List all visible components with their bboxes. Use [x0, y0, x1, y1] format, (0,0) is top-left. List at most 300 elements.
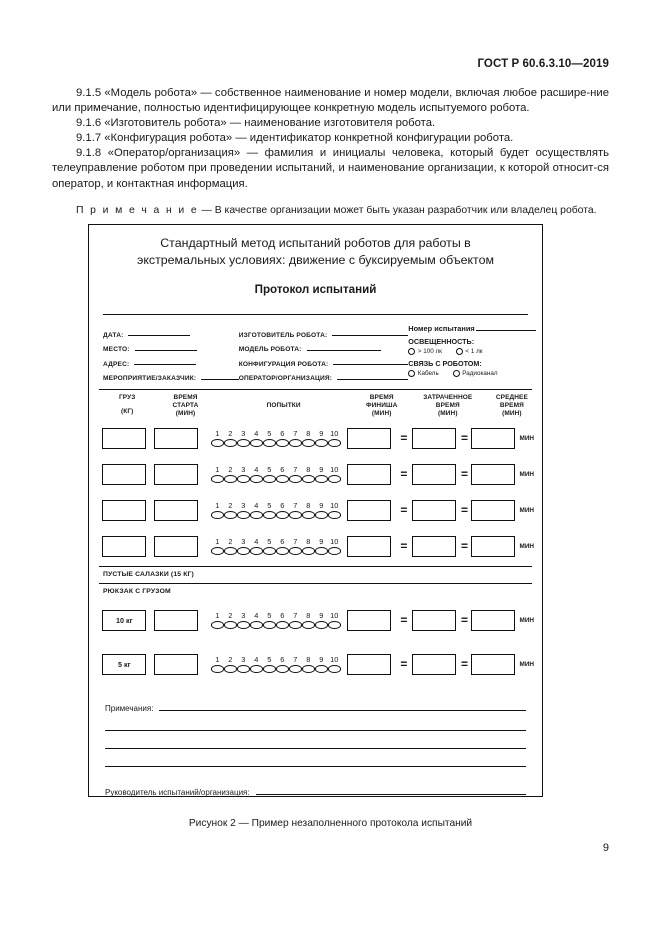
try-circle-wrap: [224, 438, 237, 447]
spent-time-input-box[interactable]: [412, 464, 456, 485]
try-circle-wrap: [224, 664, 237, 673]
info-column-left: [89, 324, 239, 382]
try-number-label: 4: [254, 611, 259, 621]
try-circle-icon[interactable]: [328, 511, 341, 519]
illumination-option-high[interactable]: [408, 348, 442, 355]
try-circle-wrap: [302, 546, 315, 555]
results-table-header: [89, 390, 542, 420]
cell-spent-time: [410, 536, 458, 557]
try-circle-wrap: [289, 510, 302, 519]
try-circle-wrap: [211, 664, 224, 673]
try-circle-icon[interactable]: [263, 665, 276, 673]
field-robot-configuration-input[interactable]: [333, 363, 408, 365]
try-checkboxes: [211, 438, 341, 447]
try-circle-icon[interactable]: [302, 475, 315, 483]
try-circle-icon[interactable]: [328, 439, 341, 447]
try-checkboxes: [211, 620, 341, 629]
start-time-input-box[interactable]: [154, 500, 198, 521]
try-number-label: 4: [254, 501, 259, 511]
try-circle-icon[interactable]: [276, 547, 289, 555]
section-label-empty-sleds: ПУСТЫЕ САЛАЗКИ (15 КГ): [103, 571, 194, 578]
comms-option-radio[interactable]: [453, 370, 498, 377]
try-number-label: 6: [280, 655, 285, 665]
finish-time-input-box[interactable]: [347, 428, 391, 449]
form-subtitle: Протокол испытаний: [254, 283, 377, 296]
cell-start-time: [148, 464, 205, 485]
section-label-backpack: РЮКЗАК С ГРУЗОМ: [103, 588, 171, 595]
cell-average-time: [471, 654, 515, 675]
radio-icon[interactable]: [453, 370, 460, 377]
column-header-spent-line3: (МИН): [437, 410, 458, 417]
start-time-input-box[interactable]: [154, 464, 198, 485]
try-circle-icon[interactable]: [263, 439, 276, 447]
spent-time-input-box[interactable]: [412, 500, 456, 521]
field-date-input[interactable]: [128, 334, 190, 336]
try-circle-icon[interactable]: [328, 475, 341, 483]
equals-sign: =: [400, 467, 408, 481]
try-numbers: [211, 537, 341, 546]
load-input-box[interactable]: [102, 464, 146, 485]
try-number-label: 5: [267, 429, 272, 439]
column-header-tries: ПОПЫТКИ: [266, 402, 301, 409]
try-number-label: 9: [319, 429, 324, 439]
try-circle-icon[interactable]: [250, 511, 263, 519]
clause-9-1-7: 9.1.7 «Конфигурация робота» — идентификатор конкретной конфигурации робота.: [76, 132, 514, 145]
equals-sign: =: [400, 539, 408, 553]
try-circle-icon[interactable]: [302, 547, 315, 555]
spent-time-input-box[interactable]: [412, 654, 456, 675]
field-signature-input[interactable]: [256, 793, 526, 795]
try-circle-wrap: [211, 510, 224, 519]
try-circle-icon[interactable]: [237, 547, 250, 555]
load-input-box[interactable]: 5 кг: [102, 654, 146, 675]
try-circle-wrap: [237, 546, 250, 555]
unit-label: МИН: [519, 506, 535, 514]
try-circle-wrap: [289, 474, 302, 483]
average-time-input-box[interactable]: [471, 500, 515, 521]
try-number-label: 5: [267, 655, 272, 665]
try-circle-icon[interactable]: [328, 621, 341, 629]
clause-9-1-8: 9.1.8 «Оператор/организация» — фамилия и инициалы человека, который будет осуществлять телеуправление роботом при проведении испытаний, и наименование организации, к которой относит-ся оператор, и контактная информация.: [52, 147, 609, 190]
try-circle-icon[interactable]: [224, 547, 237, 555]
finish-time-input-box[interactable]: [347, 654, 391, 675]
try-circle-icon[interactable]: [237, 665, 250, 673]
field-place-input[interactable]: [135, 349, 197, 351]
unit-label: МИН: [519, 470, 535, 478]
start-time-input-box[interactable]: [154, 536, 198, 557]
illumination-options: [408, 346, 536, 356]
try-circle-icon[interactable]: [289, 547, 302, 555]
try-number-label: 8: [306, 501, 311, 511]
comms-option-cable[interactable]: [408, 370, 438, 377]
cell-tries: [205, 501, 341, 519]
cell-load: [101, 464, 148, 485]
try-circle-icon[interactable]: [263, 475, 276, 483]
results-rows-bottom: [89, 598, 542, 686]
radio-icon[interactable]: [408, 348, 415, 355]
cell-finish-time: [341, 428, 398, 449]
load-input-box[interactable]: [102, 536, 146, 557]
illumination-option-low[interactable]: [456, 348, 483, 355]
try-circle-icon[interactable]: [276, 621, 289, 629]
try-number-label: 10: [330, 501, 339, 511]
field-notes[interactable]: [105, 696, 526, 713]
info-column-middle: [239, 324, 409, 382]
try-number-label: 4: [254, 465, 259, 475]
field-robot-manufacturer-input[interactable]: [332, 334, 408, 336]
average-time-input-box[interactable]: [471, 654, 515, 675]
column-header-finish-line3: (МИН): [371, 410, 392, 417]
try-circle-icon[interactable]: [250, 547, 263, 555]
field-robot-model-input[interactable]: [307, 349, 381, 351]
sleds-divider-top: [99, 566, 532, 567]
load-input-box[interactable]: [102, 428, 146, 449]
try-circle-icon[interactable]: [250, 475, 263, 483]
field-test-number[interactable]: [408, 324, 536, 333]
field-place[interactable]: [103, 339, 239, 354]
try-circle-wrap: [211, 438, 224, 447]
try-number-label: 4: [254, 429, 259, 439]
try-circle-wrap: [328, 620, 341, 629]
try-number-label: 3: [241, 537, 246, 547]
try-number-label: 3: [241, 429, 246, 439]
try-circle-icon[interactable]: [224, 621, 237, 629]
try-numbers: [211, 429, 341, 438]
try-circle-wrap: [211, 620, 224, 629]
cell-load: [101, 654, 148, 675]
cell-spent-time: [410, 610, 458, 631]
field-test-number-input[interactable]: [476, 329, 536, 331]
try-circle-wrap: [250, 510, 263, 519]
cell-load: [101, 428, 148, 449]
try-circle-icon[interactable]: [276, 511, 289, 519]
try-number-label: 5: [267, 501, 272, 511]
column-header-finish-line1: ВРЕМЯ: [369, 394, 394, 401]
average-time-input-box[interactable]: [471, 536, 515, 557]
note-text: — В качестве организации может быть указан разработчик или владелец робота.: [198, 204, 597, 216]
try-number-label: 1: [215, 655, 220, 665]
finish-time-input-box[interactable]: [347, 500, 391, 521]
try-circle-icon[interactable]: [302, 621, 315, 629]
try-number-label: 1: [215, 429, 220, 439]
equals-sign: =: [460, 467, 468, 481]
cell-start-time: [148, 500, 205, 521]
try-circle-icon[interactable]: [302, 511, 315, 519]
try-circle-wrap: [276, 510, 289, 519]
column-header-avg-line2: ВРЕМЯ: [499, 402, 524, 409]
try-circle-icon[interactable]: [237, 475, 250, 483]
try-number-label: 8: [306, 537, 311, 547]
try-circle-wrap: [263, 474, 276, 483]
comms-options: [408, 368, 536, 378]
try-number-label: 2: [228, 611, 233, 621]
try-circle-icon[interactable]: [250, 439, 263, 447]
table-row: [89, 492, 542, 528]
try-circle-icon[interactable]: [276, 475, 289, 483]
try-number-label: 5: [267, 537, 272, 547]
field-event-customer-input[interactable]: [201, 378, 238, 380]
column-header-load-line1: ГРУЗ: [119, 394, 136, 401]
try-circle-icon[interactable]: [224, 511, 237, 519]
try-circle-icon[interactable]: [315, 439, 328, 447]
field-notes-input[interactable]: [159, 709, 526, 711]
try-circle-icon[interactable]: [263, 547, 276, 555]
field-robot-model[interactable]: [239, 339, 409, 354]
cell-average-time: [471, 464, 515, 485]
field-robot-manufacturer-label: ИЗГОТОВИТЕЛЬ РОБОТА:: [238, 331, 328, 339]
field-signature-label: Руководитель испытаний/организация:: [105, 788, 250, 797]
field-robot-configuration[interactable]: [239, 353, 409, 368]
cell-tries: [205, 655, 341, 673]
try-circle-wrap: [211, 474, 224, 483]
try-circle-wrap: [276, 438, 289, 447]
field-operator-organization-input[interactable]: [337, 378, 408, 380]
try-number-label: 9: [319, 465, 324, 475]
try-number-label: 7: [293, 465, 298, 475]
try-circle-wrap: [315, 474, 328, 483]
try-numbers: [211, 465, 341, 474]
try-circle-icon[interactable]: [276, 439, 289, 447]
try-number-label: 9: [319, 611, 324, 621]
field-date[interactable]: [103, 324, 239, 339]
cell-spent-time: [410, 500, 458, 521]
try-circle-wrap: [250, 664, 263, 673]
field-signature[interactable]: [105, 767, 526, 797]
try-number-label: 1: [215, 537, 220, 547]
try-numbers: [211, 611, 341, 620]
notes-blank-line[interactable]: [105, 749, 526, 767]
cell-start-time: [148, 654, 205, 675]
try-circle-wrap: [237, 664, 250, 673]
column-header-load-line2: (КГ): [121, 408, 134, 415]
cell-spent-time: [410, 464, 458, 485]
notes-blank-line[interactable]: [105, 713, 526, 731]
try-number-label: 1: [215, 611, 220, 621]
column-header-spent-line2: ВРЕМЯ: [435, 402, 460, 409]
try-number-label: 8: [306, 465, 311, 475]
try-circle-icon[interactable]: [250, 665, 263, 673]
field-address-input[interactable]: [134, 363, 196, 365]
try-circle-icon[interactable]: [211, 439, 224, 447]
try-circle-icon[interactable]: [237, 511, 250, 519]
start-time-input-box[interactable]: [154, 654, 198, 675]
try-circle-icon[interactable]: [263, 511, 276, 519]
try-circle-icon[interactable]: [315, 547, 328, 555]
try-number-label: 5: [267, 611, 272, 621]
try-circle-icon[interactable]: [289, 475, 302, 483]
try-circle-wrap: [224, 510, 237, 519]
try-circle-wrap: [250, 546, 263, 555]
try-circle-wrap: [237, 510, 250, 519]
column-header-start-time: [153, 394, 217, 418]
comms-option-radio-label: Радиоканал: [462, 370, 498, 377]
try-circle-icon[interactable]: [302, 439, 315, 447]
cell-finish-time: [341, 500, 398, 521]
try-number-label: 3: [241, 655, 246, 665]
cell-average-time: [471, 536, 515, 557]
cell-average-time: [471, 610, 515, 631]
try-number-label: 6: [280, 465, 285, 475]
try-circle-wrap: [250, 620, 263, 629]
try-circle-icon[interactable]: [211, 621, 224, 629]
cell-tries: [205, 465, 341, 483]
try-circle-wrap: [276, 620, 289, 629]
cell-average-time: [471, 428, 515, 449]
try-number-label: 4: [254, 537, 259, 547]
try-number-label: 8: [306, 655, 311, 665]
try-circle-wrap: [276, 664, 289, 673]
try-circle-wrap: [250, 474, 263, 483]
cell-finish-time: [341, 464, 398, 485]
try-circle-wrap: [211, 546, 224, 555]
try-checkboxes: [211, 474, 341, 483]
try-circle-icon[interactable]: [211, 665, 224, 673]
try-circle-wrap: [302, 438, 315, 447]
column-header-spent-line1: ЗАТРАЧЕННОЕ: [423, 394, 473, 401]
try-circle-icon[interactable]: [315, 511, 328, 519]
try-number-label: 7: [293, 611, 298, 621]
field-robot-model-label: МОДЕЛЬ РОБОТА:: [238, 346, 302, 353]
unit-label: МИН: [519, 616, 535, 624]
field-address-label: АДРЕС:: [103, 360, 130, 368]
try-circle-icon[interactable]: [289, 511, 302, 519]
field-test-number-label: Номер испытания: [408, 324, 475, 333]
sleds-divider-bottom: [99, 583, 532, 584]
try-circle-wrap: [237, 474, 250, 483]
column-header-avg-line1: СРЕДНЕЕ: [495, 394, 528, 401]
try-number-label: 3: [241, 501, 246, 511]
table-row: [89, 420, 542, 456]
try-checkboxes: [211, 546, 341, 555]
load-input-box[interactable]: [102, 500, 146, 521]
try-number-label: 2: [228, 655, 233, 665]
try-circle-icon[interactable]: [211, 475, 224, 483]
unit-label: МИН: [519, 434, 535, 442]
spent-time-input-box[interactable]: [412, 536, 456, 557]
try-circle-wrap: [302, 510, 315, 519]
equals-sign: =: [460, 539, 468, 553]
try-number-label: 8: [306, 429, 311, 439]
radio-icon[interactable]: [408, 370, 415, 377]
cell-start-time: [148, 428, 205, 449]
try-circle-icon[interactable]: [237, 621, 250, 629]
cell-finish-time: [341, 536, 398, 557]
try-number-label: 9: [319, 537, 324, 547]
try-circle-icon[interactable]: [237, 439, 250, 447]
try-circle-icon[interactable]: [315, 475, 328, 483]
try-number-label: 3: [241, 465, 246, 475]
try-circle-icon[interactable]: [211, 511, 224, 519]
average-time-input-box[interactable]: [471, 464, 515, 485]
table-row: [89, 642, 542, 686]
try-circle-icon[interactable]: [211, 547, 224, 555]
cell-start-time: [148, 610, 205, 631]
average-time-input-box[interactable]: [471, 610, 515, 631]
standard-header: ГОСТ Р 60.6.3.10—2019: [477, 58, 609, 70]
body-text-block: [52, 86, 609, 218]
try-circle-icon[interactable]: [315, 665, 328, 673]
field-robot-configuration-label: КОНФИГУРАЦИЯ РОБОТА:: [238, 360, 329, 368]
equals-sign: =: [460, 503, 468, 517]
finish-time-input-box[interactable]: [347, 536, 391, 557]
try-number-label: 7: [293, 501, 298, 511]
average-time-input-box[interactable]: [471, 428, 515, 449]
spent-time-input-box[interactable]: [412, 428, 456, 449]
try-circle-icon[interactable]: [328, 547, 341, 555]
try-circle-icon[interactable]: [289, 439, 302, 447]
column-header-start-line1: ВРЕМЯ: [173, 394, 198, 401]
field-address[interactable]: [103, 353, 239, 368]
equals-sign: =: [400, 503, 408, 517]
try-number-label: 6: [280, 429, 285, 439]
try-circle-icon[interactable]: [224, 439, 237, 447]
try-number-label: 6: [280, 537, 285, 547]
try-number-label: 6: [280, 501, 285, 511]
spent-time-input-box[interactable]: [412, 610, 456, 631]
illumination-label: ОСВЕЩЕННОСТЬ:: [408, 336, 475, 346]
column-header-finish-line2: ФИНИША: [366, 402, 398, 409]
try-circle-wrap: [315, 546, 328, 555]
start-time-input-box[interactable]: [154, 428, 198, 449]
try-circle-icon[interactable]: [276, 665, 289, 673]
cell-average-time: [471, 500, 515, 521]
field-event-customer[interactable]: [103, 368, 239, 383]
try-circle-icon[interactable]: [263, 621, 276, 629]
equals-sign: =: [400, 431, 408, 445]
try-circle-icon[interactable]: [289, 665, 302, 673]
try-circle-icon[interactable]: [224, 665, 237, 673]
notes-blank-line[interactable]: [105, 731, 526, 749]
finish-time-input-box[interactable]: [347, 610, 391, 631]
try-circle-icon[interactable]: [289, 621, 302, 629]
try-number-label: 6: [280, 611, 285, 621]
table-row: [89, 598, 542, 642]
field-notes-label: Примечания:: [105, 704, 154, 713]
try-circle-icon[interactable]: [328, 665, 341, 673]
try-number-label: 10: [330, 465, 339, 475]
try-circle-wrap: [224, 546, 237, 555]
try-number-label: 8: [306, 611, 311, 621]
clause-9-1-6: 9.1.6 «Изготовитель робота» — наименование изготовителя робота.: [76, 117, 436, 130]
figure-caption: Рисунок 2 — Пример незаполненного протокола испытаний: [188, 818, 473, 829]
load-input-box[interactable]: 10 кг: [102, 610, 146, 631]
field-operator-organization[interactable]: [239, 368, 409, 383]
field-operator-organization-label: ОПЕРАТОР/ОРГАНИЗАЦИЯ:: [238, 375, 333, 382]
try-circle-icon[interactable]: [250, 621, 263, 629]
field-robot-manufacturer[interactable]: [239, 324, 409, 339]
try-number-label: 3: [241, 611, 246, 621]
try-number-label: 7: [293, 429, 298, 439]
try-circle-icon[interactable]: [315, 621, 328, 629]
equals-sign: =: [460, 613, 468, 627]
column-header-load: [101, 394, 153, 416]
start-time-input-box[interactable]: [154, 610, 198, 631]
try-circle-icon[interactable]: [302, 665, 315, 673]
cell-load: [101, 536, 148, 557]
try-number-label: 10: [330, 429, 339, 439]
try-number-label: 1: [215, 501, 220, 511]
try-circle-icon[interactable]: [224, 475, 237, 483]
finish-time-input-box[interactable]: [347, 464, 391, 485]
try-circle-wrap: [302, 620, 315, 629]
cell-tries: [205, 429, 341, 447]
field-event-customer-label: МЕРОПРИЯТИЕ/ЗАКАЗЧИК:: [103, 375, 197, 382]
try-circle-wrap: [276, 474, 289, 483]
cell-start-time: [148, 536, 205, 557]
illumination-option-high-label: > 100 лк: [417, 348, 442, 355]
radio-icon[interactable]: [456, 348, 463, 355]
try-checkboxes: [211, 664, 341, 673]
